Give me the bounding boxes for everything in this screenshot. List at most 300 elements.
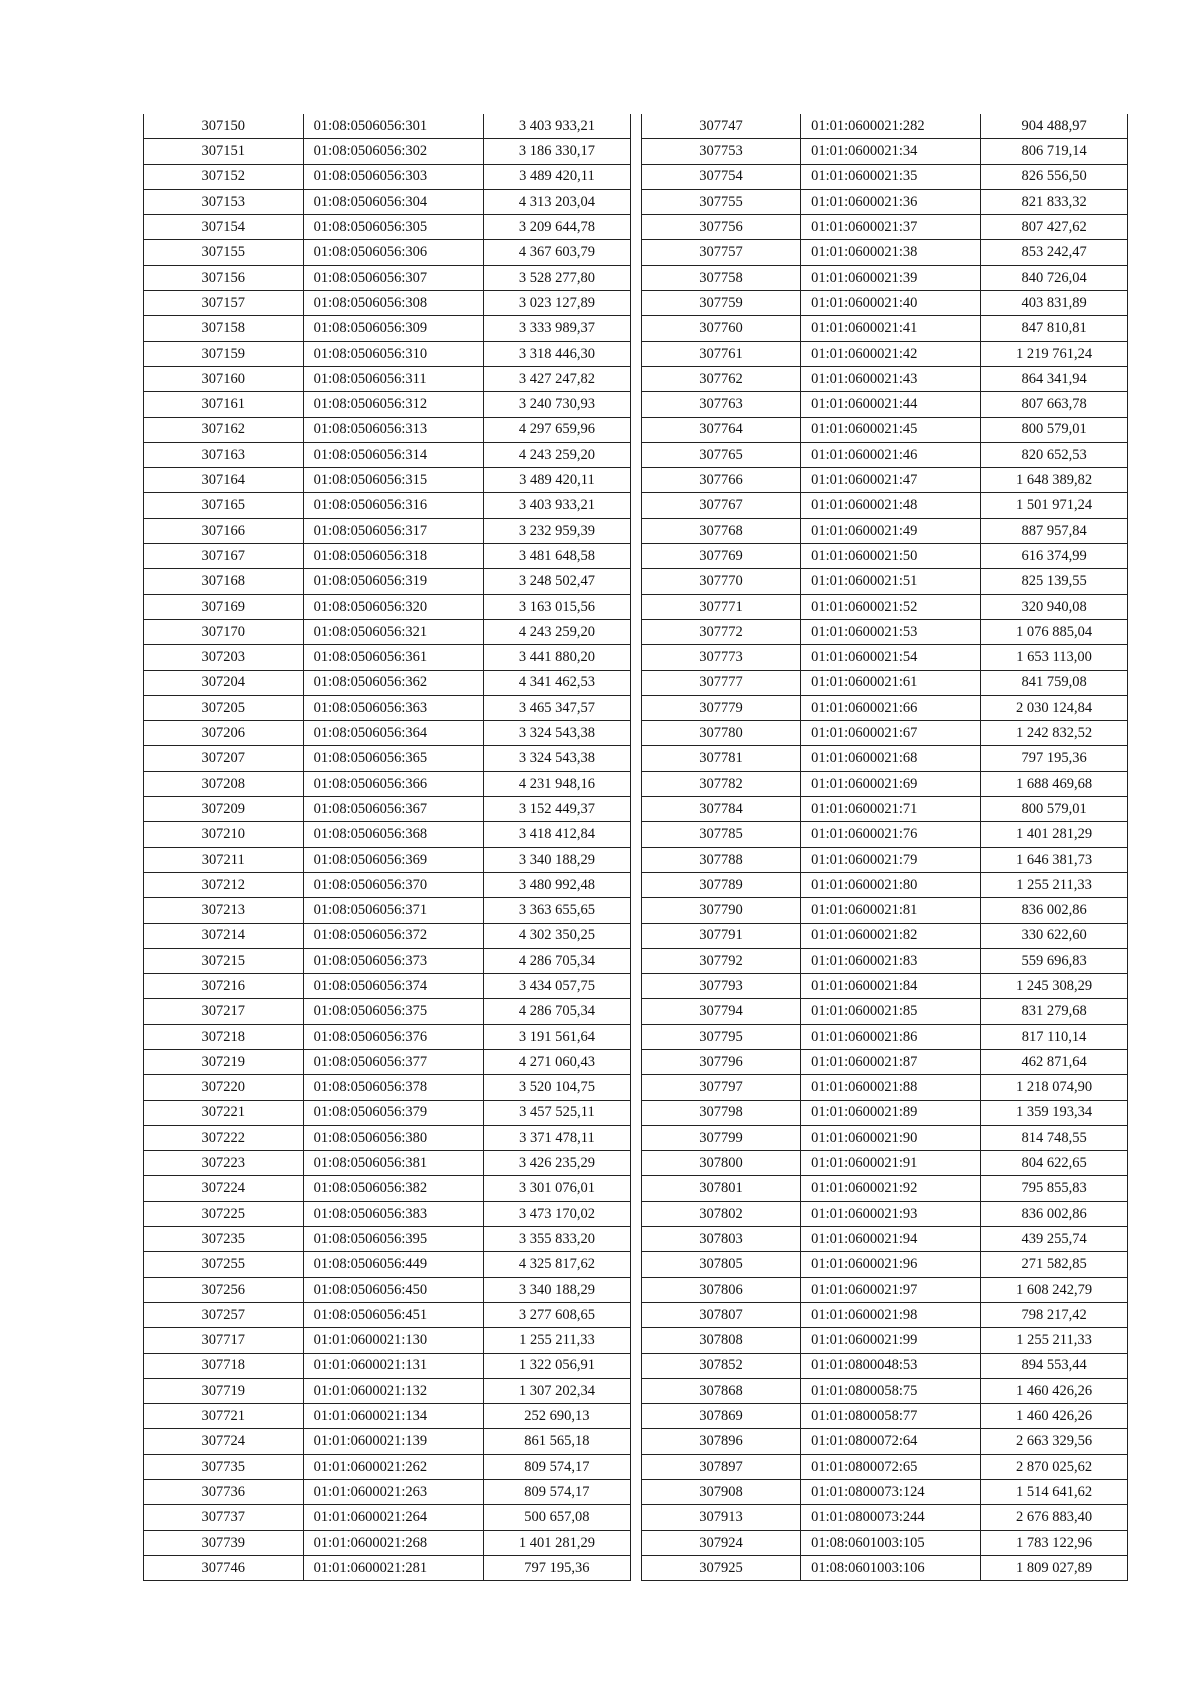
record-id-cell: 307159 bbox=[144, 341, 304, 366]
table-row bbox=[642, 1125, 1128, 1150]
cadastral-number-cell: 01:01:0600021:39 bbox=[801, 265, 981, 290]
table-row bbox=[144, 1378, 631, 1403]
table-row bbox=[642, 948, 1128, 973]
cadastral-number-cell: 01:01:0600021:61 bbox=[801, 670, 981, 695]
cadastral-number-cell: 01:08:0506056:306 bbox=[303, 240, 483, 265]
value-cell: 252 690,13 bbox=[483, 1404, 630, 1429]
record-id-cell: 307204 bbox=[144, 670, 304, 695]
cadastral-number-cell: 01:08:0506056:379 bbox=[303, 1100, 483, 1125]
record-id-cell: 307735 bbox=[144, 1454, 304, 1479]
table-row bbox=[642, 366, 1128, 391]
cadastral-number-cell: 01:08:0506056:371 bbox=[303, 898, 483, 923]
value-cell: 864 341,94 bbox=[981, 366, 1128, 391]
table-row bbox=[642, 265, 1128, 290]
record-id-cell: 307215 bbox=[144, 948, 304, 973]
cadastral-number-cell: 01:08:0506056:307 bbox=[303, 265, 483, 290]
cadastral-number-cell: 01:08:0506056:317 bbox=[303, 518, 483, 543]
record-id-cell: 307781 bbox=[642, 746, 801, 771]
value-cell: 4 271 060,43 bbox=[483, 1049, 630, 1074]
cadastral-number-cell: 01:08:0506056:395 bbox=[303, 1227, 483, 1252]
value-cell: 795 855,83 bbox=[981, 1176, 1128, 1201]
cadastral-number-cell: 01:01:0600021:99 bbox=[801, 1328, 981, 1353]
value-cell: 836 002,86 bbox=[981, 1201, 1128, 1226]
record-id-cell: 307807 bbox=[642, 1302, 801, 1327]
cadastral-number-cell: 01:01:0600021:76 bbox=[801, 822, 981, 847]
record-id-cell: 307255 bbox=[144, 1252, 304, 1277]
value-cell: 1 460 426,26 bbox=[981, 1378, 1128, 1403]
value-cell: 3 318 446,30 bbox=[483, 341, 630, 366]
table-row bbox=[144, 974, 631, 999]
table-row bbox=[144, 898, 631, 923]
table-row bbox=[144, 1125, 631, 1150]
record-id-cell: 307757 bbox=[642, 240, 801, 265]
cadastral-number-cell: 01:01:0600021:262 bbox=[303, 1454, 483, 1479]
record-id-cell: 307805 bbox=[642, 1252, 801, 1277]
record-id-cell: 307220 bbox=[144, 1075, 304, 1100]
value-cell: 4 302 350,25 bbox=[483, 923, 630, 948]
table-row bbox=[144, 771, 631, 796]
record-id-cell: 307763 bbox=[642, 392, 801, 417]
value-cell: 3 371 478,11 bbox=[483, 1125, 630, 1150]
record-id-cell: 307205 bbox=[144, 695, 304, 720]
value-cell: 3 232 959,39 bbox=[483, 518, 630, 543]
value-cell: 1 307 202,34 bbox=[483, 1378, 630, 1403]
table-row bbox=[642, 974, 1128, 999]
table-row bbox=[144, 822, 631, 847]
cadastral-number-cell: 01:01:0600021:89 bbox=[801, 1100, 981, 1125]
value-cell: 1 219 761,24 bbox=[981, 341, 1128, 366]
value-cell: 821 833,32 bbox=[981, 189, 1128, 214]
table-row bbox=[642, 695, 1128, 720]
cadastral-number-cell: 01:01:0600021:83 bbox=[801, 948, 981, 973]
cadastral-number-cell: 01:01:0600021:96 bbox=[801, 1252, 981, 1277]
record-id-cell: 307764 bbox=[642, 417, 801, 442]
cadastral-number-cell: 01:08:0506056:303 bbox=[303, 164, 483, 189]
value-cell: 797 195,36 bbox=[483, 1555, 630, 1580]
table-row bbox=[144, 468, 631, 493]
record-id-cell: 307756 bbox=[642, 215, 801, 240]
table-row bbox=[642, 1252, 1128, 1277]
table-row bbox=[642, 746, 1128, 771]
table-row bbox=[144, 366, 631, 391]
record-id-cell: 307908 bbox=[642, 1480, 801, 1505]
cadastral-number-cell: 01:08:0506056:375 bbox=[303, 999, 483, 1024]
record-id-cell: 307868 bbox=[642, 1378, 801, 1403]
value-cell: 3 240 730,93 bbox=[483, 392, 630, 417]
value-cell: 2 870 025,62 bbox=[981, 1454, 1128, 1479]
record-id-cell: 307170 bbox=[144, 619, 304, 644]
record-id-cell: 307152 bbox=[144, 164, 304, 189]
record-id-cell: 307788 bbox=[642, 847, 801, 872]
left-data-table bbox=[143, 114, 631, 1581]
table-row bbox=[144, 1100, 631, 1125]
table-row bbox=[642, 1555, 1128, 1580]
cadastral-number-cell: 01:01:0600021:49 bbox=[801, 518, 981, 543]
table-row bbox=[642, 139, 1128, 164]
cadastral-number-cell: 01:01:0600021:93 bbox=[801, 1201, 981, 1226]
value-cell: 4 243 259,20 bbox=[483, 442, 630, 467]
record-id-cell: 307913 bbox=[642, 1505, 801, 1530]
value-cell: 820 652,53 bbox=[981, 442, 1128, 467]
value-cell: 831 279,68 bbox=[981, 999, 1128, 1024]
value-cell: 853 242,47 bbox=[981, 240, 1128, 265]
table-row bbox=[642, 417, 1128, 442]
table-row bbox=[144, 1075, 631, 1100]
cadastral-number-cell: 01:08:0506056:364 bbox=[303, 721, 483, 746]
value-cell: 3 324 543,38 bbox=[483, 721, 630, 746]
value-cell: 798 217,42 bbox=[981, 1302, 1128, 1327]
record-id-cell: 307256 bbox=[144, 1277, 304, 1302]
cadastral-number-cell: 01:08:0506056:373 bbox=[303, 948, 483, 973]
value-cell: 4 286 705,34 bbox=[483, 999, 630, 1024]
cadastral-number-cell: 01:08:0506056:374 bbox=[303, 974, 483, 999]
value-cell: 1 322 056,91 bbox=[483, 1353, 630, 1378]
record-id-cell: 307155 bbox=[144, 240, 304, 265]
record-id-cell: 307156 bbox=[144, 265, 304, 290]
table-row bbox=[642, 240, 1128, 265]
cadastral-number-cell: 01:01:0600021:92 bbox=[801, 1176, 981, 1201]
record-id-cell: 307219 bbox=[144, 1049, 304, 1074]
cadastral-number-cell: 01:08:0506056:321 bbox=[303, 619, 483, 644]
cadastral-number-cell: 01:01:0600021:44 bbox=[801, 392, 981, 417]
record-id-cell: 307164 bbox=[144, 468, 304, 493]
table-row bbox=[144, 1454, 631, 1479]
value-cell: 1 501 971,24 bbox=[981, 493, 1128, 518]
table-row bbox=[144, 1252, 631, 1277]
record-id-cell: 307897 bbox=[642, 1454, 801, 1479]
cadastral-number-cell: 01:01:0600021:82 bbox=[801, 923, 981, 948]
table-row bbox=[144, 923, 631, 948]
record-id-cell: 307208 bbox=[144, 771, 304, 796]
table-row bbox=[642, 544, 1128, 569]
cadastral-number-cell: 01:01:0600021:134 bbox=[303, 1404, 483, 1429]
cadastral-number-cell: 01:01:0600021:139 bbox=[303, 1429, 483, 1454]
value-cell: 1 783 122,96 bbox=[981, 1530, 1128, 1555]
value-cell: 3 441 880,20 bbox=[483, 645, 630, 670]
table-row bbox=[144, 1024, 631, 1049]
table-row bbox=[144, 139, 631, 164]
record-id-cell: 307736 bbox=[144, 1480, 304, 1505]
table-row bbox=[144, 1555, 631, 1580]
record-id-cell: 307759 bbox=[642, 291, 801, 316]
record-id-cell: 307154 bbox=[144, 215, 304, 240]
cadastral-number-cell: 01:08:0506056:309 bbox=[303, 316, 483, 341]
value-cell: 826 556,50 bbox=[981, 164, 1128, 189]
cadastral-number-cell: 01:08:0601003:106 bbox=[801, 1555, 981, 1580]
cadastral-number-cell: 01:01:0600021:88 bbox=[801, 1075, 981, 1100]
value-cell: 1 242 832,52 bbox=[981, 721, 1128, 746]
value-cell: 3 403 933,21 bbox=[483, 114, 630, 139]
cadastral-number-cell: 01:08:0506056:316 bbox=[303, 493, 483, 518]
cadastral-number-cell: 01:01:0600021:97 bbox=[801, 1277, 981, 1302]
cadastral-number-cell: 01:01:0600021:80 bbox=[801, 872, 981, 897]
record-id-cell: 307792 bbox=[642, 948, 801, 973]
cadastral-number-cell: 01:08:0506056:312 bbox=[303, 392, 483, 417]
cadastral-number-cell: 01:08:0506056:450 bbox=[303, 1277, 483, 1302]
value-cell: 3 186 330,17 bbox=[483, 139, 630, 164]
record-id-cell: 307772 bbox=[642, 619, 801, 644]
value-cell: 887 957,84 bbox=[981, 518, 1128, 543]
record-id-cell: 307754 bbox=[642, 164, 801, 189]
table-row bbox=[144, 872, 631, 897]
value-cell: 1 809 027,89 bbox=[981, 1555, 1128, 1580]
table-row bbox=[144, 544, 631, 569]
cadastral-number-cell: 01:08:0506056:315 bbox=[303, 468, 483, 493]
table-row bbox=[642, 1302, 1128, 1327]
record-id-cell: 307163 bbox=[144, 442, 304, 467]
record-id-cell: 307724 bbox=[144, 1429, 304, 1454]
table-row bbox=[144, 265, 631, 290]
cadastral-number-cell: 01:08:0506056:313 bbox=[303, 417, 483, 442]
value-cell: 3 163 015,56 bbox=[483, 594, 630, 619]
value-cell: 3 355 833,20 bbox=[483, 1227, 630, 1252]
record-id-cell: 307797 bbox=[642, 1075, 801, 1100]
cadastral-number-cell: 01:01:0600021:46 bbox=[801, 442, 981, 467]
cadastral-number-cell: 01:01:0600021:130 bbox=[303, 1328, 483, 1353]
cadastral-number-cell: 01:01:0600021:36 bbox=[801, 189, 981, 214]
value-cell: 3 426 235,29 bbox=[483, 1151, 630, 1176]
table-row bbox=[642, 114, 1128, 139]
table-row bbox=[144, 797, 631, 822]
cadastral-number-cell: 01:08:0506056:372 bbox=[303, 923, 483, 948]
cadastral-number-cell: 01:01:0600021:90 bbox=[801, 1125, 981, 1150]
table-row bbox=[144, 1404, 631, 1429]
table-row bbox=[642, 1505, 1128, 1530]
cadastral-number-cell: 01:08:0506056:305 bbox=[303, 215, 483, 240]
record-id-cell: 307167 bbox=[144, 544, 304, 569]
record-id-cell: 307166 bbox=[144, 518, 304, 543]
cadastral-number-cell: 01:01:0600021:91 bbox=[801, 1151, 981, 1176]
value-cell: 2 030 124,84 bbox=[981, 695, 1128, 720]
table-row bbox=[144, 114, 631, 139]
value-cell: 3 434 057,75 bbox=[483, 974, 630, 999]
table-row bbox=[144, 1353, 631, 1378]
value-cell: 3 340 188,29 bbox=[483, 847, 630, 872]
cadastral-number-cell: 01:08:0506056:361 bbox=[303, 645, 483, 670]
table-row bbox=[642, 771, 1128, 796]
record-id-cell: 307211 bbox=[144, 847, 304, 872]
value-cell: 4 286 705,34 bbox=[483, 948, 630, 973]
cadastral-number-cell: 01:01:0600021:45 bbox=[801, 417, 981, 442]
table-row bbox=[144, 1505, 631, 1530]
record-id-cell: 307214 bbox=[144, 923, 304, 948]
table-row bbox=[144, 1429, 631, 1454]
cadastral-number-cell: 01:08:0506056:308 bbox=[303, 291, 483, 316]
value-cell: 330 622,60 bbox=[981, 923, 1128, 948]
table-row bbox=[144, 1176, 631, 1201]
cadastral-number-cell: 01:01:0600021:84 bbox=[801, 974, 981, 999]
record-id-cell: 307808 bbox=[642, 1328, 801, 1353]
value-cell: 3 023 127,89 bbox=[483, 291, 630, 316]
table-row bbox=[144, 645, 631, 670]
table-row bbox=[144, 341, 631, 366]
cadastral-number-cell: 01:01:0600021:34 bbox=[801, 139, 981, 164]
value-cell: 271 582,85 bbox=[981, 1252, 1128, 1277]
record-id-cell: 307747 bbox=[642, 114, 801, 139]
table-row bbox=[144, 316, 631, 341]
table-row bbox=[144, 392, 631, 417]
cadastral-number-cell: 01:01:0600021:53 bbox=[801, 619, 981, 644]
value-cell: 1 218 074,90 bbox=[981, 1075, 1128, 1100]
value-cell: 500 657,08 bbox=[483, 1505, 630, 1530]
table-row bbox=[144, 847, 631, 872]
value-cell: 462 871,64 bbox=[981, 1049, 1128, 1074]
value-cell: 403 831,89 bbox=[981, 291, 1128, 316]
record-id-cell: 307717 bbox=[144, 1328, 304, 1353]
value-cell: 3 427 247,82 bbox=[483, 366, 630, 391]
cadastral-number-cell: 01:08:0506056:304 bbox=[303, 189, 483, 214]
table-row bbox=[642, 215, 1128, 240]
table-row bbox=[144, 1227, 631, 1252]
table-row bbox=[642, 1277, 1128, 1302]
record-id-cell: 307718 bbox=[144, 1353, 304, 1378]
table-row bbox=[144, 695, 631, 720]
record-id-cell: 307791 bbox=[642, 923, 801, 948]
table-row bbox=[642, 1049, 1128, 1074]
record-id-cell: 307806 bbox=[642, 1277, 801, 1302]
table-row bbox=[144, 164, 631, 189]
value-cell: 1 359 193,34 bbox=[981, 1100, 1128, 1125]
cadastral-number-cell: 01:01:0600021:38 bbox=[801, 240, 981, 265]
cadastral-number-cell: 01:08:0506056:314 bbox=[303, 442, 483, 467]
cadastral-number-cell: 01:01:0600021:86 bbox=[801, 1024, 981, 1049]
record-id-cell: 307771 bbox=[642, 594, 801, 619]
table-row bbox=[642, 518, 1128, 543]
record-id-cell: 307789 bbox=[642, 872, 801, 897]
value-cell: 1 646 381,73 bbox=[981, 847, 1128, 872]
record-id-cell: 307151 bbox=[144, 139, 304, 164]
cadastral-number-cell: 01:01:0600021:79 bbox=[801, 847, 981, 872]
cadastral-number-cell: 01:08:0506056:380 bbox=[303, 1125, 483, 1150]
value-cell: 439 255,74 bbox=[981, 1227, 1128, 1252]
table-row bbox=[144, 1328, 631, 1353]
value-cell: 807 427,62 bbox=[981, 215, 1128, 240]
value-cell: 807 663,78 bbox=[981, 392, 1128, 417]
value-cell: 4 325 817,62 bbox=[483, 1252, 630, 1277]
record-id-cell: 307762 bbox=[642, 366, 801, 391]
record-id-cell: 307223 bbox=[144, 1151, 304, 1176]
cadastral-number-cell: 01:08:0506056:302 bbox=[303, 139, 483, 164]
value-cell: 3 480 992,48 bbox=[483, 872, 630, 897]
record-id-cell: 307793 bbox=[642, 974, 801, 999]
table-row bbox=[642, 822, 1128, 847]
table-row bbox=[642, 847, 1128, 872]
value-cell: 847 810,81 bbox=[981, 316, 1128, 341]
record-id-cell: 307209 bbox=[144, 797, 304, 822]
record-id-cell: 307896 bbox=[642, 1429, 801, 1454]
cadastral-number-cell: 01:08:0506056:451 bbox=[303, 1302, 483, 1327]
record-id-cell: 307746 bbox=[144, 1555, 304, 1580]
cadastral-number-cell: 01:08:0506056:369 bbox=[303, 847, 483, 872]
table-row bbox=[642, 1100, 1128, 1125]
cadastral-number-cell: 01:08:0601003:105 bbox=[801, 1530, 981, 1555]
table-row bbox=[642, 898, 1128, 923]
value-cell: 809 574,17 bbox=[483, 1454, 630, 1479]
table-row bbox=[642, 164, 1128, 189]
value-cell: 4 297 659,96 bbox=[483, 417, 630, 442]
table-row bbox=[642, 1176, 1128, 1201]
value-cell: 3 520 104,75 bbox=[483, 1075, 630, 1100]
record-id-cell: 307768 bbox=[642, 518, 801, 543]
record-id-cell: 307794 bbox=[642, 999, 801, 1024]
value-cell: 800 579,01 bbox=[981, 417, 1128, 442]
cadastral-number-cell: 01:01:0600021:264 bbox=[303, 1505, 483, 1530]
cadastral-number-cell: 01:08:0506056:449 bbox=[303, 1252, 483, 1277]
value-cell: 320 940,08 bbox=[981, 594, 1128, 619]
value-cell: 904 488,97 bbox=[981, 114, 1128, 139]
record-id-cell: 307769 bbox=[642, 544, 801, 569]
cadastral-number-cell: 01:08:0506056:319 bbox=[303, 569, 483, 594]
right-data-table bbox=[641, 114, 1128, 1581]
table-row bbox=[642, 1328, 1128, 1353]
cadastral-number-cell: 01:08:0506056:367 bbox=[303, 797, 483, 822]
table-row bbox=[642, 1378, 1128, 1403]
record-id-cell: 307161 bbox=[144, 392, 304, 417]
cadastral-number-cell: 01:01:0600021:263 bbox=[303, 1480, 483, 1505]
table-row bbox=[642, 594, 1128, 619]
value-cell: 3 248 502,47 bbox=[483, 569, 630, 594]
record-id-cell: 307782 bbox=[642, 771, 801, 796]
table-row bbox=[144, 670, 631, 695]
value-cell: 861 565,18 bbox=[483, 1429, 630, 1454]
table-row bbox=[144, 721, 631, 746]
table-row bbox=[642, 872, 1128, 897]
record-id-cell: 307222 bbox=[144, 1125, 304, 1150]
record-id-cell: 307203 bbox=[144, 645, 304, 670]
value-cell: 3 528 277,80 bbox=[483, 265, 630, 290]
table-row bbox=[144, 746, 631, 771]
value-cell: 797 195,36 bbox=[981, 746, 1128, 771]
value-cell: 616 374,99 bbox=[981, 544, 1128, 569]
cadastral-number-cell: 01:01:0600021:35 bbox=[801, 164, 981, 189]
cadastral-number-cell: 01:08:0506056:365 bbox=[303, 746, 483, 771]
record-id-cell: 307780 bbox=[642, 721, 801, 746]
table-row bbox=[642, 189, 1128, 214]
value-cell: 3 340 188,29 bbox=[483, 1277, 630, 1302]
value-cell: 804 622,65 bbox=[981, 1151, 1128, 1176]
table-row bbox=[642, 1530, 1128, 1555]
value-cell: 809 574,17 bbox=[483, 1480, 630, 1505]
value-cell: 800 579,01 bbox=[981, 797, 1128, 822]
cadastral-number-cell: 01:01:0600021:71 bbox=[801, 797, 981, 822]
record-id-cell: 307737 bbox=[144, 1505, 304, 1530]
cadastral-number-cell: 01:01:0600021:48 bbox=[801, 493, 981, 518]
value-cell: 3 324 543,38 bbox=[483, 746, 630, 771]
value-cell: 3 209 644,78 bbox=[483, 215, 630, 240]
record-id-cell: 307150 bbox=[144, 114, 304, 139]
cadastral-number-cell: 01:01:0600021:85 bbox=[801, 999, 981, 1024]
table-row bbox=[144, 1151, 631, 1176]
value-cell: 3 152 449,37 bbox=[483, 797, 630, 822]
value-cell: 1 401 281,29 bbox=[483, 1530, 630, 1555]
record-id-cell: 307779 bbox=[642, 695, 801, 720]
value-cell: 3 418 412,84 bbox=[483, 822, 630, 847]
cadastral-number-cell: 01:08:0506056:311 bbox=[303, 366, 483, 391]
value-cell: 3 301 076,01 bbox=[483, 1176, 630, 1201]
value-cell: 3 333 989,37 bbox=[483, 316, 630, 341]
table-row bbox=[144, 215, 631, 240]
record-id-cell: 307925 bbox=[642, 1555, 801, 1580]
record-id-cell: 307802 bbox=[642, 1201, 801, 1226]
record-id-cell: 307773 bbox=[642, 645, 801, 670]
cadastral-number-cell: 01:01:0600021:281 bbox=[303, 1555, 483, 1580]
cadastral-number-cell: 01:01:0800058:75 bbox=[801, 1378, 981, 1403]
value-cell: 559 696,83 bbox=[981, 948, 1128, 973]
value-cell: 4 243 259,20 bbox=[483, 619, 630, 644]
table-row bbox=[144, 594, 631, 619]
cadastral-number-cell: 01:01:0600021:40 bbox=[801, 291, 981, 316]
record-id-cell: 307869 bbox=[642, 1404, 801, 1429]
